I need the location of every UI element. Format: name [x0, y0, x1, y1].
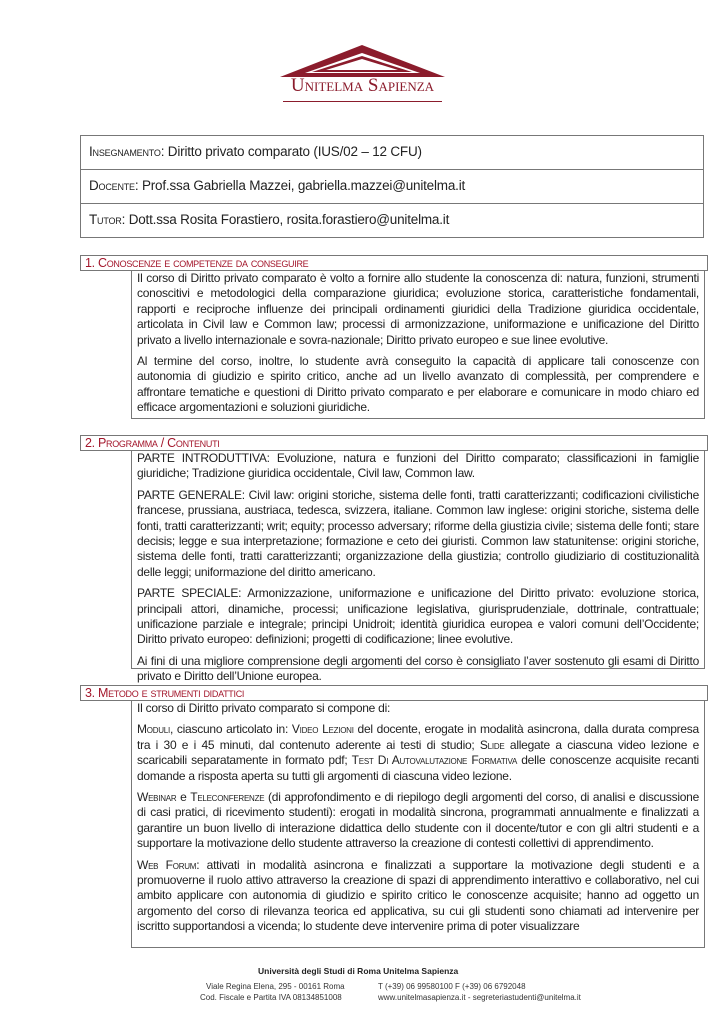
footer-web: www.unitelmasapienza.it - segreteriastudenti@unitelma.it — [378, 993, 581, 1002]
term: Webinar — [137, 790, 177, 805]
paragraph-intro: Il corso di Diritto privato comparato si compone di: — [137, 701, 391, 715]
text: : attivati in modalità asincrona e finalizzati a supportare la motivazione degli studenti e a promuoverne il ruolo attivo attraverso la creazione di spazi di apprendimento interattivo e collaborativo, nel cui ambito applicare con autonomia di giudizio e spirito critico le conoscenze acquisite; hanno ad oggetto un argomento del corso di rilevanza teorica ed applicativa, su cui gli studenti sono chiamati ad intervenire per iscritto supportandosi a vicenda; lo studente deve intervenire prima di poter visualizzare — [137, 857, 700, 934]
paragraph-webinar — [137, 790, 699, 852]
text: , ciascuno articolato in: — [169, 722, 292, 737]
logo-roof-icon — [280, 45, 445, 77]
paragraph: Al termine del corso, inoltre, lo studente avrà conseguito la capacità di applicare tali conoscenze con autonomia di giudizio e spirito critico, anche ad un livello avanzato di complessità, per comprendere e affrontare tematiche e questioni di Diritto privato comparato e per elaborare e comunicare in modo chiaro ed efficace argomentazioni e soluzioni giuridiche. — [137, 354, 699, 415]
section-2-body — [131, 451, 705, 684]
docente-label: Docente — [89, 178, 135, 193]
text: e — [176, 790, 191, 805]
text: del docente, erogate in modalità asincrona, dalla durata compresa tra i 30 e i 45 minuti, dal contenuto aderente ai testi di studio; — [137, 722, 699, 752]
paragraph-forum — [137, 858, 699, 935]
section-3-body — [131, 701, 705, 948]
section-1-body — [131, 271, 705, 419]
section-title: Programma / Contenuti — [98, 436, 220, 450]
paragraph: PARTE INTRODUTTIVA: Evoluzione, natura e funzioni del Diritto comparato; classificazioni in famiglie giuridiche; Tradizione giuridica occidentale, Civil law, Common law. — [137, 451, 699, 481]
text: delle conoscenze acquisite recanti domande a risposta aperta su tutti gli argomenti di ciascuna video lezione. — [137, 753, 699, 783]
paragraph: PARTE SPECIALE: Armonizzazione, uniformazione e unificazione del Diritto privato: evoluzione storica, principali attori, dinamiche, processi; unificazione legislativa, giurisprudenziale, dottrinale, contrattuale; unificazione parziale e integrale; principi Unidroit; identità giuridica europea e valori comuni dell’Occidente; Diritto privato europeo: definizioni; progetti di codificazione; linee evolutive. — [137, 586, 699, 647]
section-2-heading — [80, 435, 708, 451]
docente-row — [81, 170, 703, 204]
section-number: 2. — [85, 436, 98, 450]
paragraph: Ai fini di una migliore comprensione degli argomenti del corso è consigliato l’aver sostenuto gli esami di Diritto privato e Diritto dell’Unione europea. — [137, 653, 699, 684]
insegnamento-label: Insegnamento — [89, 144, 161, 159]
tutor-value: : Dott.ssa Rosita Forastiero, rosita.forastiero@unitelma.it — [121, 212, 450, 227]
term: Moduli — [137, 722, 170, 737]
section-title: Conoscenze e competenze da conseguire — [98, 256, 309, 270]
tutor-row — [81, 204, 703, 237]
footer-address: Viale Regina Elena, 295 - 00161 Roma — [206, 982, 345, 991]
section-title: Metodo e strumenti didattici — [98, 686, 245, 700]
term: Slide — [479, 737, 505, 752]
university-logo — [280, 45, 445, 105]
tutor-label: Tutor — [89, 212, 122, 227]
insegnamento-value: : Diritto privato comparato (IUS/02 – 12 CFU) — [160, 144, 422, 159]
footer-phone: T (+39) 06 99580100 F (+39) 06 6792048 — [378, 982, 526, 991]
section-3-heading — [80, 685, 708, 701]
term: Video Lezioni — [291, 722, 354, 737]
logo-text: Unitelma Sapienza — [290, 75, 435, 96]
logo-underline — [283, 101, 442, 102]
section-1-heading — [80, 255, 708, 271]
docente-value: : Prof.ssa Gabriella Mazzei, gabriella.mazzei@unitelma.it — [134, 178, 466, 193]
course-info-box — [80, 135, 704, 238]
footer-title: Università degli Studi di Roma Unitelma Sapienza — [258, 966, 459, 976]
term: Teleconferenze — [190, 790, 265, 805]
text: (di approfondimento e di riepilogo degli argomenti del corso, di analisi e discussione di casi pratici, di ricevimento studenti): erogati in modalità sincrona, programmati annualmente e finalizzati a garantire un buon livello di interazione didattica dello studente con il docente/tutor e con gli altri studenti e a supportare la motivazione dello studente attraverso la creazione di contesti collettivi di apprendimento. — [137, 790, 700, 851]
footer-fiscal: Cod. Fiscale e Partita IVA 08134851008 — [200, 993, 342, 1002]
section-number: 1. — [85, 256, 98, 270]
paragraph: Il corso di Diritto privato comparato è volto a fornire allo studente la conoscenza di: natura, funzioni, strumenti conoscitivi e metodologici della comparazione giuridica; evoluzione storica, caratteristiche fondamentali, rapporti e reciproche influenze dei principali ordinamenti giuridici della Tradizione giuridica occidentale, articolata in Civil law e Common law; processi di armonizzazione, uniformazione e unificazione del Diritto privato a livello internazionale e sovra-nazionale; Diritto privato europeo e sue linee evolutive. — [137, 271, 699, 347]
term: Test Di Autovalutazione Formativa — [351, 753, 518, 768]
paragraph: PARTE GENERALE: Civil law: origini storiche, sistema delle fonti, tratti caratterizzanti; codificazioni civilistiche francese, prussiana, austriaca, tedesca, svizzera, italiane. Common law inglese: origini storiche, sistema delle fonti, tratti caratterizzanti; writ; equity; processo adversary; riforme della giustizia civile; sistema delle fonti; stare decisis; legge e sua interpretazione; formazione e ceto dei giuristi. Common law statunitense: origini storiche, sistema delle fonti, tratti caratterizzanti; organizzazione della giustizia; controllo giudiziario di costituzionalità delle leggi; uniformazione del diritto americano. — [137, 487, 699, 579]
term: Web Forum — [137, 857, 197, 872]
insegnamento-row — [81, 136, 703, 170]
text: allegate a ciascuna video lezione e scaricabili separatamente in formato pdf; — [137, 737, 699, 768]
section-number: 3. — [85, 686, 98, 700]
paragraph-moduli — [137, 722, 699, 784]
